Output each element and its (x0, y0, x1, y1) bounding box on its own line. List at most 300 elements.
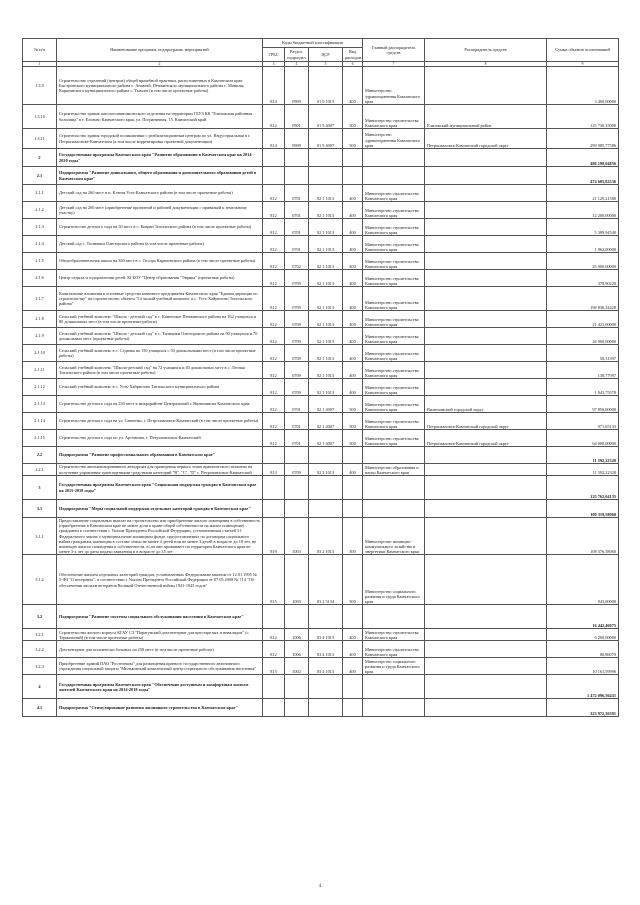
cell-rzpr: 0709 (285, 328, 309, 345)
section-row (23, 699, 619, 717)
table-row (23, 555, 619, 605)
cell-recipient: Вилючинский городской округ (425, 396, 547, 413)
cell-recipient (425, 629, 547, 641)
cell-name: Сельский учебный комплекс в с. Усть-Хайрюзово Тигильского муниципального района (57, 379, 263, 396)
table-row (23, 105, 619, 129)
cell-total: 378,90229 (547, 270, 619, 287)
cell-recipient (425, 149, 547, 167)
cell-name: Строительство отделений (центров) общей врачебной практики, расположенных в Камчатском крае: Быстринского муниципального района с. Анавгай, Пенжинского муниципального района с. Манилы, Карагинского муниципального района с. Тымлат (в том числе проектные работы) (57, 67, 263, 105)
cell-csr: 02 1 1013 (309, 328, 343, 345)
column-index: 6 (343, 62, 363, 67)
cell-recipient: Петропавловск-Камчатский городской округ (425, 413, 547, 430)
cell-rzpr (285, 500, 309, 518)
cell-main-manager: Министерство здравоохранения Камчатского края (363, 67, 425, 105)
page-number: 4 (318, 884, 322, 889)
cell-vr: 400 (343, 236, 363, 253)
cell-main-manager: Министерство здравоохранения Камчатского края (363, 129, 425, 149)
cell-recipient (425, 202, 547, 219)
cell-vr (343, 675, 363, 699)
cell-grbs: 812 (263, 396, 285, 413)
cell-recipient (425, 311, 547, 328)
cell-grbs: 812 (263, 219, 285, 236)
document-sheet (22, 38, 618, 717)
cell-csr: 02 1 1013 (309, 311, 343, 328)
cell-recipient (425, 67, 547, 105)
table-row (23, 345, 619, 362)
cell-rzpr: 0701 (285, 396, 309, 413)
cell-total: 138,77997 (547, 362, 619, 379)
cell-rzpr: 0709 (285, 287, 309, 311)
cell-csr (309, 149, 343, 167)
cell-vr: 400 (343, 658, 363, 675)
cell-num: 3 (23, 476, 57, 500)
cell-rzpr: 0709 (285, 464, 309, 476)
cell-name: Дом-интернат для психически больных на 250 мест (в том числе проектные работы) (57, 641, 263, 658)
header-name: Наименование программ, подпрограмм, мероприятий (57, 39, 263, 62)
cell-rzpr: 0709 (285, 362, 309, 379)
cell-rzpr: 0709 (285, 345, 309, 362)
cell-rzpr (285, 699, 309, 717)
cell-total: 58,31397 (547, 345, 619, 362)
cell-num: 2.1.3 (23, 219, 57, 236)
cell-total: 6 200,00000 (547, 629, 619, 641)
cell-csr: 02 1 1013 (309, 185, 343, 202)
cell-csr: 02 1 1013 (309, 219, 343, 236)
cell-main-manager (363, 675, 425, 699)
cell-name: Сельский учебный комплекс "Школа - детский сад" в с. Каменское Пенжинского района на 162 учащихся и 80 дошкольных мест (в том числе проектные работы) (57, 311, 263, 328)
cell-name: Центр отдыха и оздоровления детей. КГБОУ "Центр образования "Эврика" (проектные работы) (57, 270, 263, 287)
cell-vr: 400 (343, 345, 363, 362)
table-row (23, 518, 619, 555)
cell-csr (309, 447, 343, 464)
cell-name: Строительство автоматизированного автодрома для проведения первого этапа практического экзамена на получение управления транспортными средствами категорий "В", "С", "D" г. Петропавловск-Камчатский (57, 464, 263, 476)
cell-main-manager: Министерство строительства Камчатского края (363, 311, 425, 328)
cell-total: 1 472 096,56431 (547, 675, 619, 699)
cell-name: Предоставление социальных выплат на строительство или приобретение жилого помещения в собственность (приобретение в Камчатском крае не менее доли в праве общей собственности на жилое помещение) гражданам в соответствии с Указом Президента Российской Федерации, установленным статьей 31 Федерального закона о муниципальном жилищном фонде, предоставляемых по договорам социального найма гражданам, имеющим в составе семьи не менее 4 детей или не менее 3 детей в возрасте до 18 лет, не имеющих жилого помещения в собственности, если они проживают на территории Камчатского края не менее 3-х лет до даты подачи заявления и в возрасте до 35 лет (57, 518, 263, 555)
cell-num: 2 (23, 149, 57, 167)
cell-vr: 300 (343, 555, 363, 605)
header-kbk: Коды бюджетной классификации (263, 39, 363, 48)
cell-grbs (263, 476, 285, 500)
cell-recipient (425, 675, 547, 699)
cell-num: 3.2.1 (23, 629, 57, 641)
cell-grbs: 812 (263, 185, 285, 202)
section-row (23, 675, 619, 699)
cell-main-manager: Министерство строительства Камчатского края (363, 396, 425, 413)
cell-total: 943,00000 (547, 555, 619, 605)
cell-recipient (425, 253, 547, 270)
header-total: Сумма объемов ассигнований (547, 39, 619, 62)
cell-num: 1.3.11 (23, 129, 57, 149)
section-row (23, 500, 619, 518)
cell-total: 1 843,75578 (547, 379, 619, 396)
cell-num: 4.1 (23, 699, 57, 717)
cell-main-manager: Министерство строительства Камчатского края (363, 185, 425, 202)
cell-total: 26 000,00000 (547, 328, 619, 345)
cell-rzpr: 0709 (285, 270, 309, 287)
cell-num: 3.2.2 (23, 641, 57, 658)
cell-main-manager: Министерство строительства Камчатского края (363, 270, 425, 287)
cell-csr: 02 1 4007 (309, 413, 343, 430)
cell-vr: 400 (343, 270, 363, 287)
cell-grbs (263, 149, 285, 167)
cell-num: 2.1.4 (23, 236, 57, 253)
cell-recipient (425, 236, 547, 253)
cell-csr: 02 1 4007 (309, 430, 343, 447)
cell-csr: 01 9 4007 (309, 129, 343, 149)
cell-grbs: 812 (263, 413, 285, 430)
cell-total: 12 200,00000 (547, 202, 619, 219)
cell-csr: 02 1 1013 (309, 379, 343, 396)
cell-rzpr: 0701 (285, 236, 309, 253)
cell-total: 97 856,00000 (547, 396, 619, 413)
cell-num: 2.1.10 (23, 345, 57, 362)
cell-vr (343, 149, 363, 167)
table-row (23, 362, 619, 379)
cell-vr: 400 (343, 379, 363, 396)
cell-name: Подпрограмма "Меры социальной поддержки отдельных категорий граждан в Камчатском крае" (57, 500, 263, 518)
cell-csr: 02 1 1013 (309, 236, 343, 253)
cell-name: Обеспечение жильем отдельных категорий граждан, установленных Федеральным законом от 12.01.1995 № 5-ФЗ "О ветеранах", в соответствии с Указом Президента Российской Федерации от 07.05.2008 № 714 "Об обеспечении жильем ветеранов Великой Отечественной войны 1941-1945 годов" (57, 555, 263, 605)
cell-vr: 400 (343, 67, 363, 105)
cell-csr: 03 2 5134 (309, 555, 343, 605)
cell-grbs: 812 (263, 641, 285, 658)
cell-total: 125 730,15000 (547, 105, 619, 129)
cell-main-manager: Министерство строительства Камчатского края (363, 253, 425, 270)
cell-recipient: Петропавловск-Камчатский городской округ (425, 129, 547, 149)
cell-grbs (263, 675, 285, 699)
cell-total: 108 376,58060 (547, 518, 619, 555)
cell-csr: 02 1 1013 (309, 345, 343, 362)
cell-total: 299 985,77586 (547, 129, 619, 149)
cell-rzpr: 0702 (285, 253, 309, 270)
cell-vr: 400 (343, 464, 363, 476)
cell-vr: 400 (343, 328, 363, 345)
cell-total: 11 592,22320 (547, 447, 619, 464)
cell-recipient (425, 219, 547, 236)
cell-grbs (263, 447, 285, 464)
cell-vr: 400 (343, 362, 363, 379)
cell-recipient (425, 185, 547, 202)
cell-total: 25 000,00000 (547, 253, 619, 270)
cell-total: 971,65133 (547, 413, 619, 430)
cell-csr: 01 9 1013 (309, 67, 343, 105)
header-grbs: ГРБС (263, 48, 285, 62)
cell-recipient (425, 362, 547, 379)
table-row (23, 396, 619, 413)
cell-name: Строительство здания городской поликлиники с реабилитационным центром по ул. Индустриальная в г. Петропавловске-Камчатском (в том числе корректировка проектной документации) (57, 129, 263, 149)
cell-name: Сельский учебный комплекс "Школа - детский сад" в с. Тиличики Олюторского района на 90 учащихся и 70 дошкольных мест (проектные работы) (57, 328, 263, 345)
cell-name: Государственная программа Камчатского края "Обеспечение доступным и комфортным жильем жителей Камчатского края на 2014-2018 годы" (57, 675, 263, 699)
cell-rzpr: 1006 (285, 629, 309, 641)
cell-rzpr: 0909 (285, 67, 309, 105)
table-row (23, 629, 619, 641)
budget-table (22, 38, 619, 717)
column-index: 2 (57, 62, 263, 67)
cell-num: 2.1.12 (23, 379, 57, 396)
cell-csr: 02 1 1013 (309, 362, 343, 379)
cell-main-manager (363, 500, 425, 518)
cell-grbs: 812 (263, 105, 285, 129)
cell-grbs: 819 (263, 518, 285, 555)
cell-main-manager (363, 447, 425, 464)
cell-num: 3.2 (23, 605, 57, 629)
cell-csr: 02 1 1013 (309, 253, 343, 270)
cell-name: Подпрограмма "Развитие системы социального обслуживания населения в Камчатском крае" (57, 605, 263, 629)
cell-rzpr: 0901 (285, 105, 309, 129)
cell-name: Детский сад с. Тиличики Олюторского района (в том числе проектные работы) (57, 236, 263, 253)
cell-recipient (425, 270, 547, 287)
cell-recipient (425, 287, 547, 311)
cell-vr: 400 (343, 287, 363, 311)
cell-num: 3.1 (23, 500, 57, 518)
cell-total: 10 161,59996 (547, 658, 619, 675)
cell-num: 2.1.9 (23, 328, 57, 345)
cell-rzpr (285, 447, 309, 464)
cell-grbs: 812 (263, 311, 285, 328)
cell-recipient: Елизовский муниципальный район (425, 105, 547, 129)
cell-main-manager: Министерство строительства Камчатского края (363, 641, 425, 658)
cell-vr: 400 (343, 219, 363, 236)
cell-recipient (425, 518, 547, 555)
section-row (23, 149, 619, 167)
cell-main-manager: Министерство образования и науки Камчатского края (363, 464, 425, 476)
cell-vr: 500 (343, 105, 363, 129)
cell-rzpr: 0701 (285, 185, 309, 202)
cell-vr: 400 (343, 641, 363, 658)
cell-csr (309, 167, 343, 185)
cell-num: 2.2.1 (23, 464, 57, 476)
cell-name: Государственная программа Камчатского края "Развитие образования в Камчатском крае на 2014-2020 годы" (57, 149, 263, 167)
table-row (23, 379, 619, 396)
cell-name: Строительство здания патологоанатомического отделения на территории ГБУЗ КК "Елизовская районная больница" в г. Елизово Камчатского края, ул. Пограничная, 15. Камчатский край (57, 105, 263, 129)
section-row (23, 605, 619, 629)
cell-recipient (425, 379, 547, 396)
cell-main-manager (363, 476, 425, 500)
cell-num: 2.1.8 (23, 311, 57, 328)
column-index: 8 (425, 62, 547, 67)
cell-grbs (263, 605, 285, 629)
cell-recipient (425, 345, 547, 362)
cell-recipient: Петропавловск-Камчатский городской округ (425, 430, 547, 447)
cell-grbs: 812 (263, 629, 285, 641)
cell-main-manager: Министерство строительства Камчатского края (363, 430, 425, 447)
table-row (23, 236, 619, 253)
cell-vr: 500 (343, 413, 363, 430)
cell-recipient (425, 641, 547, 658)
cell-rzpr (285, 167, 309, 185)
cell-num: 2.2 (23, 447, 57, 464)
cell-csr: 03 2 1013 (309, 518, 343, 555)
cell-num: 2.1.14 (23, 413, 57, 430)
cell-rzpr (285, 605, 309, 629)
cell-csr: 03 4 1013 (309, 629, 343, 641)
cell-name: Строительство детского сада на 230 мест в микрорайоне Центральный г. Вилючинска Камчатского края (57, 396, 263, 413)
cell-total: 109 319,58060 (547, 500, 619, 518)
cell-vr (343, 605, 363, 629)
table-row (23, 641, 619, 658)
cell-rzpr: 0701 (285, 430, 309, 447)
cell-csr: 03 4 1013 (309, 641, 343, 658)
cell-csr: 02 2 1013 (309, 464, 343, 476)
table-row (23, 311, 619, 328)
column-index: 7 (363, 62, 425, 67)
cell-rzpr: 0709 (285, 379, 309, 396)
cell-recipient (425, 328, 547, 345)
cell-grbs: 812 (263, 362, 285, 379)
cell-recipient (425, 500, 547, 518)
cell-recipient (425, 555, 547, 605)
cell-name: Государственная программа Камчатского края "Социальная поддержка граждан в Камчатском крае на 2015-2018 годы" (57, 476, 263, 500)
header-recipient: Распорядитель средств (425, 39, 547, 62)
table-header (23, 39, 619, 67)
cell-recipient (425, 605, 547, 629)
cell-main-manager (363, 699, 425, 717)
cell-name: Строительство детского сада на 50 мест в с. Ковран Тигильского района (в том числе проектные работы) (57, 219, 263, 236)
cell-csr (309, 500, 343, 518)
cell-rzpr: 0701 (285, 219, 309, 236)
cell-main-manager: Министерство строительства Камчатского края (363, 287, 425, 311)
cell-total: 474 605,82536 (547, 167, 619, 185)
table-body (23, 67, 619, 717)
cell-rzpr (285, 149, 309, 167)
cell-grbs: 815 (263, 555, 285, 605)
column-index: 4 (285, 62, 309, 67)
cell-num: 2.1.1 (23, 185, 57, 202)
cell-rzpr: 0701 (285, 413, 309, 430)
section-row (23, 167, 619, 185)
cell-grbs: 815 (263, 658, 285, 675)
cell-grbs: 812 (263, 328, 285, 345)
cell-num: 2.1.13 (23, 396, 57, 413)
cell-csr: 02 1 1013 (309, 287, 343, 311)
cell-recipient (425, 699, 547, 717)
cell-vr (343, 500, 363, 518)
cell-main-manager: Министерство строительства Камчатского края (363, 379, 425, 396)
section-row (23, 447, 619, 464)
cell-grbs: 812 (263, 287, 285, 311)
cell-name: Строительство детского сада по ул. Арсеньева, г. Петропавловск-Камчатский (57, 430, 263, 447)
cell-grbs: 812 (263, 202, 285, 219)
cell-csr: 02 1 1013 (309, 270, 343, 287)
cell-vr: 400 (343, 253, 363, 270)
cell-vr: 400 (343, 185, 363, 202)
cell-main-manager (363, 149, 425, 167)
cell-name: Подпрограмма "Стимулирование развития жилищного строительства в Камчатском крае" (57, 699, 263, 717)
cell-csr: 02 1 4007 (309, 396, 343, 413)
cell-grbs: 814 (263, 67, 285, 105)
table-row (23, 328, 619, 345)
cell-main-manager: Министерство строительства Камчатского края (363, 202, 425, 219)
table-row (23, 287, 619, 311)
cell-grbs: 812 (263, 253, 285, 270)
cell-total: 3 400,00000 (547, 67, 619, 105)
cell-name: Общеобразовательная школа на 360 мест в с. Оссора Карагинского района (в том числе проектные работы) (57, 253, 263, 270)
cell-vr: 400 (343, 629, 363, 641)
cell-recipient (425, 447, 547, 464)
cell-vr: 400 (343, 311, 363, 328)
cell-name: Детский сад на 260 мест в п. Ключи Усть-Камчатского района (в том числе проектные работы) (57, 185, 263, 202)
cell-grbs: 812 (263, 379, 285, 396)
cell-name: Строительство жилого корпуса КГАУ СЗ "Паратунский дом-интернат для престарелых и инвалидов" (с. Термальный) (в том числе проектные работы) (57, 629, 263, 641)
cell-csr: 02 1 1013 (309, 202, 343, 219)
cell-num: 2.1.7 (23, 287, 57, 311)
cell-recipient (425, 658, 547, 675)
cell-total: 16 442,46075 (547, 605, 619, 629)
cell-name: Сельский учебный комплекс в с. Седанка на 150 учащихся с 50 дошкольными мест (в том числе проектные работы) (57, 345, 263, 362)
cell-vr (343, 167, 363, 185)
cell-grbs (263, 699, 285, 717)
cell-csr (309, 675, 343, 699)
column-index: 3 (263, 62, 285, 67)
cell-main-manager: Министерство жилищно-коммунального хозяйства и энергетики Камчатского края (363, 518, 425, 555)
section-row (23, 476, 619, 500)
cell-rzpr: 0909 (285, 129, 309, 149)
cell-vr: 500 (343, 396, 363, 413)
cell-rzpr: 1003 (285, 518, 309, 555)
cell-csr (309, 476, 343, 500)
cell-grbs: 813 (263, 464, 285, 476)
cell-main-manager: Министерство строительства Камчатского края (363, 219, 425, 236)
cell-total: 21 421,00000 (547, 311, 619, 328)
cell-csr (309, 699, 343, 717)
table-row (23, 430, 619, 447)
cell-num: 1.3.9 (23, 67, 57, 105)
cell-grbs: 814 (263, 129, 285, 149)
cell-csr (309, 605, 343, 629)
cell-main-manager: Министерство строительства Камчатского края (363, 629, 425, 641)
cell-main-manager (363, 167, 425, 185)
cell-num: 1.3.10 (23, 105, 57, 129)
cell-vr: 500 (343, 129, 363, 149)
cell-main-manager: Министерство строительства Камчатского края (363, 105, 425, 129)
cell-rzpr: 1002 (285, 658, 309, 675)
cell-grbs (263, 167, 285, 185)
cell-rzpr: 0709 (285, 311, 309, 328)
header-main-manager: Главный распорядитель средств (363, 39, 425, 62)
cell-total: 64 000,00000 (547, 430, 619, 447)
cell-rzpr (285, 675, 309, 699)
cell-rzpr: 1006 (285, 641, 309, 658)
cell-num: 2.1.2 (23, 202, 57, 219)
cell-vr (343, 447, 363, 464)
cell-name: Сельский учебный комплекс "Школа-детский сад" на 72 учащихся и 40 дошкольных мест в с. Лесная Тигильского района (в том числе проектные работы) (57, 362, 263, 379)
cell-total: 198 836,24428 (547, 287, 619, 311)
header-kcsr: ЦСР (309, 48, 343, 62)
cell-num: 2.1.6 (23, 270, 57, 287)
cell-num: 4 (23, 675, 57, 699)
cell-total: 21 129,21580 (547, 185, 619, 202)
table-row (23, 67, 619, 105)
cell-num: 3.1.1 (23, 518, 57, 555)
table-row (23, 129, 619, 149)
column-index: 5 (309, 62, 343, 67)
cell-num: 2.1.5 (23, 253, 57, 270)
cell-csr: 03 4 1013 (309, 658, 343, 675)
cell-vr (343, 699, 363, 717)
cell-main-manager: Министерство строительства Камчатского края (363, 362, 425, 379)
table-row (23, 270, 619, 287)
cell-main-manager: Министерство строительства Камчатского края (363, 413, 425, 430)
cell-total: 323 972,36391 (547, 699, 619, 717)
table-row (23, 202, 619, 219)
header-num: № п/п (23, 39, 57, 62)
cell-total: 125 762,04135 (547, 476, 619, 500)
table-row (23, 253, 619, 270)
cell-main-manager: Министерство строительства Камчатского края (363, 345, 425, 362)
cell-num: 2.1 (23, 167, 57, 185)
cell-vr: 400 (343, 202, 363, 219)
